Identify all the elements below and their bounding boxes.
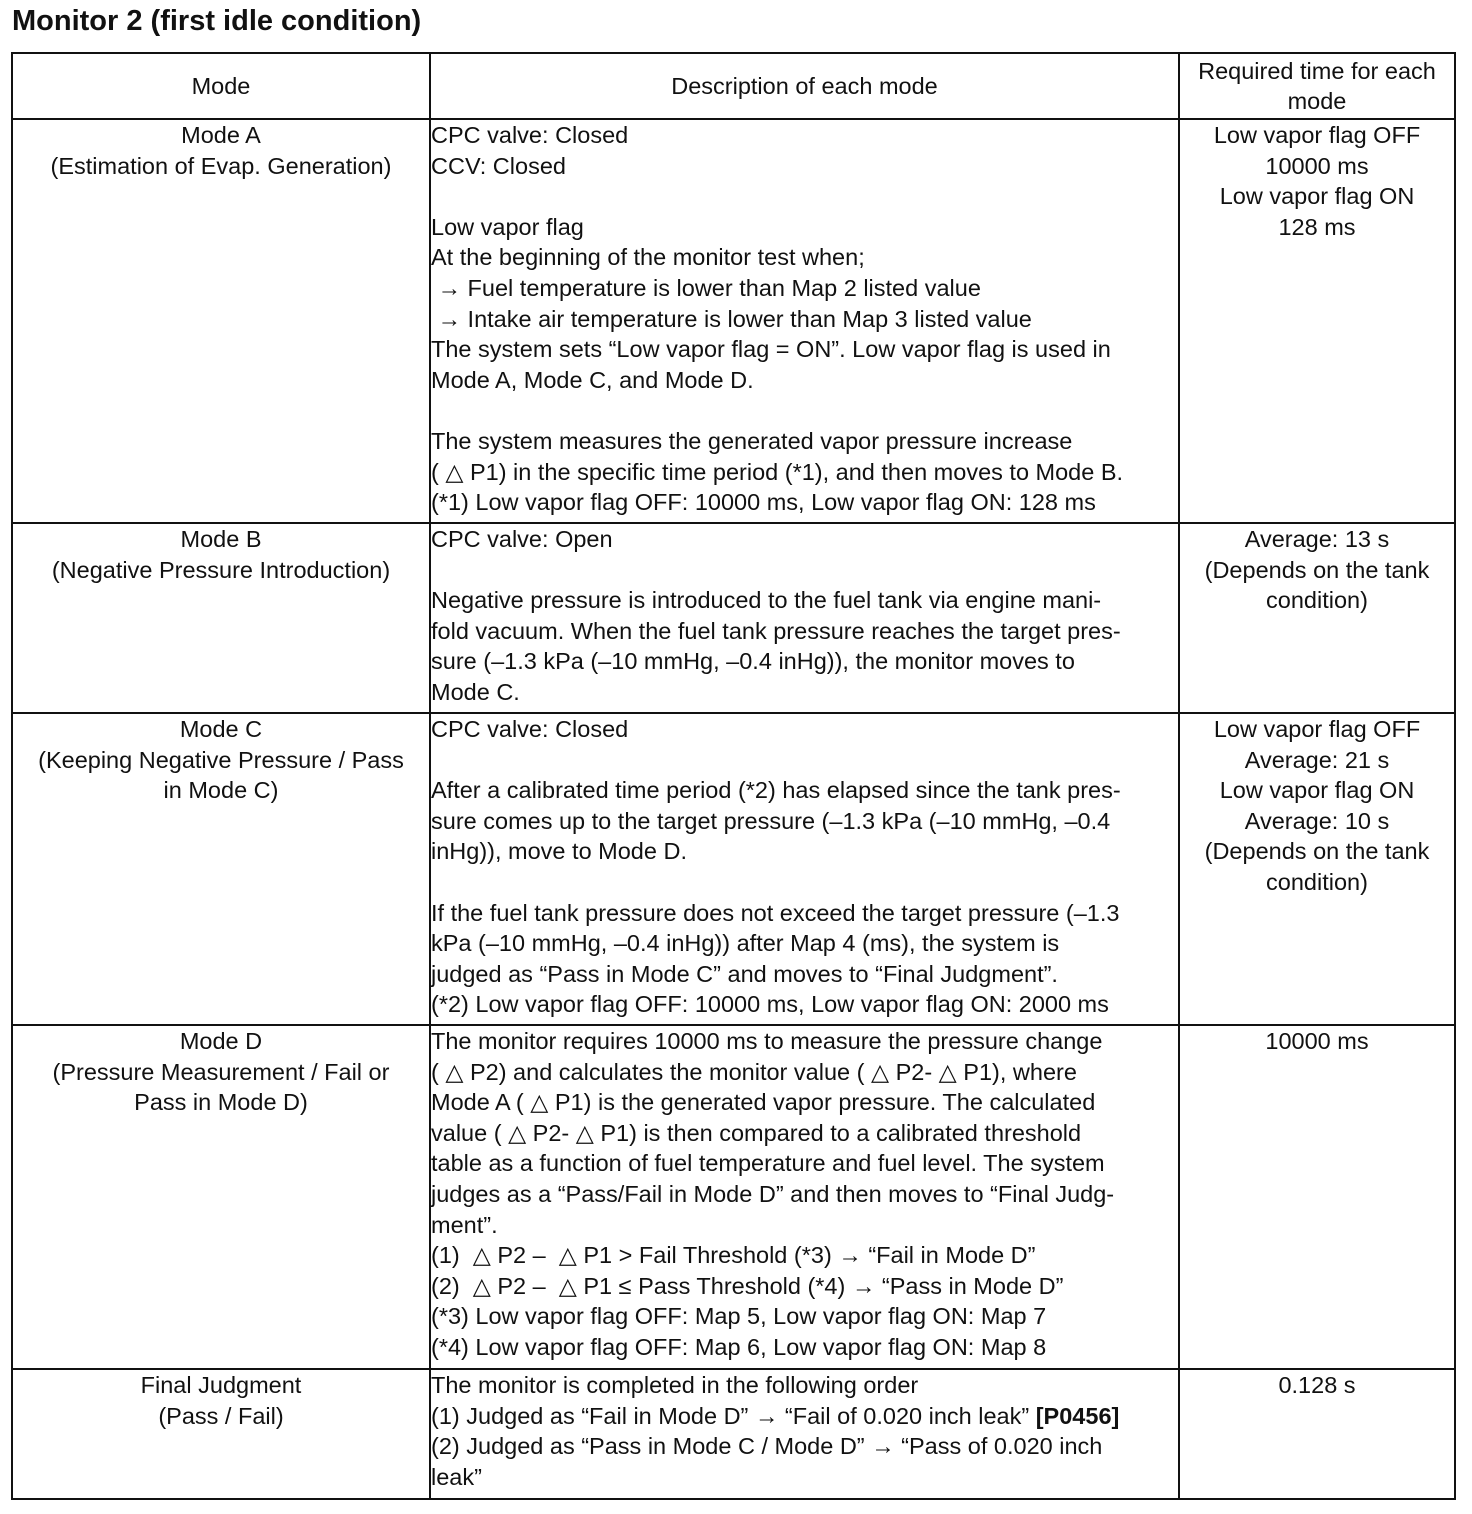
required-time-line: Low vapor flag OFF [1213, 122, 1421, 148]
description-line: (*1) Low vapor flag OFF: 10000 ms, Low vapor flag ON: 128 ms [431, 489, 1096, 516]
mode-cell [12, 523, 430, 713]
header-row [12, 53, 1455, 119]
header-description: Description of each mode [430, 53, 1179, 119]
description-line [431, 181, 1178, 212]
description-cell [430, 119, 1179, 523]
page-title: Monitor 2 (first idle condition) [12, 5, 422, 37]
table-row-final-judgment [12, 1369, 1455, 1499]
description-line: Mode A, Mode C, and Mode D. [431, 366, 754, 393]
description-cell [430, 1025, 1179, 1369]
required-time-line: Low vapor flag OFF [1213, 716, 1421, 742]
description-line [431, 867, 1178, 898]
description-cell [430, 1369, 1179, 1499]
required-time-cell [1179, 1025, 1455, 1369]
description-line: → Fuel temperature is lower than Map 2 listed value [431, 274, 981, 301]
description-line [431, 745, 1178, 776]
description-line [431, 555, 1178, 586]
description-line: (*2) Low vapor flag OFF: 10000 ms, Low vapor flag ON: 2000 ms [431, 991, 1109, 1018]
required-time-cell [1179, 713, 1455, 1025]
table-row-mode-d [12, 1025, 1455, 1369]
header-required-time-line: Required time for each [1198, 58, 1436, 84]
description-line: leak” [431, 1463, 482, 1490]
table-row-mode-c [12, 713, 1455, 1025]
table-row-mode-b [12, 523, 1455, 713]
description-line: ( △ P2) and calculates the monitor value ( △ P2- △ P1), where [431, 1058, 1077, 1085]
dtc-code: [P0456] [1035, 1402, 1120, 1429]
monitor-table [11, 52, 1456, 1500]
mode-line: Mode A [181, 122, 261, 148]
description-line: Low vapor flag [431, 213, 584, 240]
header-mode: Mode [12, 53, 430, 119]
description-line: sure (–1.3 kPa (–10 mmHg, –0.4 inHg)), the monitor moves to [431, 648, 1075, 675]
description-line: ( △ P1) in the specific time period (*1), and then moves to Mode B. [431, 458, 1124, 485]
description-line: (*3) Low vapor flag OFF: Map 5, Low vapor flag ON: Map 7 [431, 1303, 1047, 1330]
description-line: CPC valve: Closed [431, 122, 629, 148]
required-time-line: (Depends on the tank [1204, 556, 1430, 583]
description-line: ment”. [431, 1211, 498, 1238]
mode-cell [12, 1369, 430, 1499]
required-time-line: Average: 13 s [1244, 526, 1390, 552]
description-line: table as a function of fuel temperature and fuel level. The system [431, 1150, 1105, 1177]
description-line: (2) △ P2 – △ P1 ≤ Pass Threshold (*4) → “Pass in Mode D” [431, 1272, 1064, 1299]
required-time-line: Low vapor flag ON [1219, 183, 1415, 210]
mode-line: (Estimation of Evap. Generation) [50, 152, 392, 179]
description-line [431, 1401, 1178, 1432]
mode-line: (Pressure Measurement / Fail or [52, 1058, 390, 1085]
mode-cell [12, 119, 430, 523]
description-line: At the beginning of the monitor test when; [431, 244, 865, 271]
mode-line: (Negative Pressure Introduction) [51, 556, 391, 583]
description-line: Negative pressure is introduced to the fuel tank via engine mani- [431, 587, 1102, 614]
required-time-line: (Depends on the tank [1204, 838, 1430, 865]
description-line: The system measures the generated vapor pressure increase [431, 427, 1073, 454]
header-required-time [1179, 53, 1455, 119]
description-cell [430, 523, 1179, 713]
required-time-line: condition) [1266, 587, 1368, 614]
description-line: CCV: Closed [431, 152, 566, 179]
table-row-mode-a [12, 119, 1455, 523]
description-line: Mode C. [431, 678, 520, 705]
description-line: kPa (–10 mmHg, –0.4 inHg)) after Map 4 (ms), the system is [431, 930, 1060, 957]
description-line: (*4) Low vapor flag OFF: Map 6, Low vapor flag ON: Map 8 [431, 1333, 1047, 1360]
description-line: judged as “Pass in Mode C” and moves to “Final Judgment”. [431, 960, 1058, 987]
description-line: The system sets “Low vapor flag = ON”. Low vapor flag is used in [431, 336, 1111, 363]
required-time-line: 0.128 s [1278, 1372, 1356, 1398]
description-line: (1) △ P2 – △ P1 > Fail Threshold (*3) → “Fail in Mode D” [431, 1242, 1036, 1269]
description-line [431, 395, 1178, 426]
mode-line: (Pass / Fail) [158, 1402, 284, 1429]
required-time-line: 10000 ms [1265, 1028, 1369, 1054]
mode-cell [12, 1025, 430, 1369]
description-line: CPC valve: Open [431, 526, 613, 552]
mode-cell [12, 713, 430, 1025]
mode-line: Pass in Mode D) [134, 1089, 308, 1116]
description-line: → Intake air temperature is lower than Map 3 listed value [431, 305, 1032, 332]
description-line: sure comes up to the target pressure (–1.3 kPa (–10 mmHg, –0.4 [431, 807, 1111, 834]
required-time-line: Average: 10 s [1244, 807, 1390, 834]
description-line: CPC valve: Closed [431, 716, 629, 742]
description-line: inHg)), move to Mode D. [431, 838, 687, 865]
mode-line: Final Judgment [140, 1372, 302, 1398]
mode-line: (Keeping Negative Pressure / Pass [38, 746, 404, 773]
required-time-line: 128 ms [1278, 213, 1356, 240]
required-time-line: 10000 ms [1265, 152, 1369, 179]
mode-line: Mode B [180, 526, 262, 552]
mode-line: Mode C [179, 716, 263, 742]
required-time-line: condition) [1266, 868, 1368, 895]
mode-line: in Mode C) [163, 777, 279, 804]
description-line: (2) Judged as “Pass in Mode C / Mode D” → “Pass of 0.020 inch [431, 1433, 1103, 1460]
mode-line: Mode D [179, 1028, 263, 1054]
required-time-line: Average: 21 s [1244, 746, 1390, 773]
header-required-time-line: mode [1287, 88, 1347, 114]
description-line: Mode A ( △ P1) is the generated vapor pressure. The calculated [431, 1089, 1096, 1116]
description-line: The monitor is completed in the following order [431, 1372, 919, 1398]
description-cell [430, 713, 1179, 1025]
description-line: value ( △ P2- △ P1) is then compared to a calibrated threshold [431, 1119, 1082, 1146]
description-line: fold vacuum. When the fuel tank pressure reaches the target pres- [431, 617, 1121, 644]
description-line: The monitor requires 10000 ms to measure the pressure change [431, 1028, 1103, 1054]
description-line-text: (1) Judged as “Fail in Mode D” → “Fail of 0.020 inch leak” [431, 1402, 1036, 1429]
description-line: After a calibrated time period (*2) has elapsed since the tank pres- [431, 777, 1121, 804]
required-time-line: Low vapor flag ON [1219, 777, 1415, 804]
required-time-cell [1179, 1369, 1455, 1499]
required-time-cell [1179, 523, 1455, 713]
required-time-cell [1179, 119, 1455, 523]
description-line: If the fuel tank pressure does not exceed the target pressure (–1.3 [431, 899, 1120, 926]
description-line: judges as a “Pass/Fail in Mode D” and then moves to “Final Judg- [431, 1180, 1115, 1207]
